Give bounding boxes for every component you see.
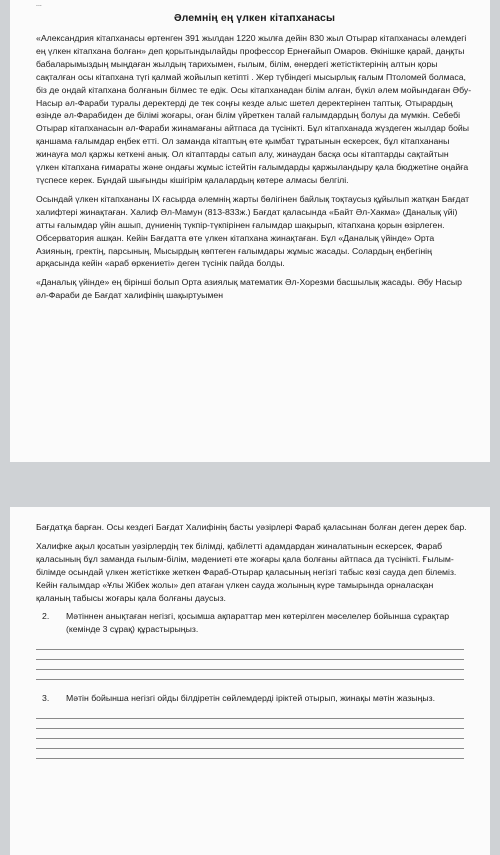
paragraph: Осындай үлкен кітапхананы IX ғасырда әлемнің жарты бөлігінен байлық тоқтаусыз құйылып жатқан Бағдат халифтері жинақтаған. Халиф Әл-Мамун (813-833ж.) Бағдат қаласында «Байт Әл-Хакма» (Даналық үйі) атты ғалымдар үйін ашып, дүниенің түкпір-түкпірінен ғалымдар шақырып, кітапхана қорын өзірлеген. Обсерватория ашқан. Кейін Бағдатта өте үлкен кітапхана жинақтаған. Бұл «Даналық үйінде» Орта Азияның, гректің, парсының, Мысырдың көптеген ғалымдары жұмыс жасады. Солардың еңбегінің арқасында кейін «араб өркениеті» деген түсінік пайда болды. (36, 193, 470, 269)
task-text: Мәтіннен анықтаған негізгі, қосымша ақпараттар мен көтерілген мәселелер бойынша сұрақтар (кемінде 3 сұрақ) құрастырыңыз. (66, 611, 450, 635)
answer-lines-task-3 (36, 709, 468, 759)
paragraph: «Александрия кітапханасы өртенген 391 жылдан 1220 жылға дейін 830 жыл Отырар кітапханасы әлемдегі ең үлкен кітапхана болған» деп қорытындылайды профессор Ернеғайып Омаров. Өкінішке қарай, даңқты бабаларымыздың мыңдаған жылдың тарихымен, ғылым, білім, өнердегі жетістіктерінің алтын қоры сақталған осы кітапхана түгі қалмай жойылып кетіпті . Жер түбіндегі мысырлық ғалым Птоломей болмаса, біз де ондай кітапхана болғанын білмес те едік. Осы кітапханадан білім алған, бүкіл әлем мойындаған Әбу-Насыр әл-Фараби туралы деректерді де тек соңғы кезде алыс шетел деректерінен таптық. Отырардың өзінде әл-Фарабиден де білімі жоғары, оған білім үйреткен талай ғалымдардың болуы да мүмкін. Себебі Отырар кітапханасын әл-Фараби жинамағаны айтпаса да түсінікті. Бұл кітапханада жүздеген жылдар бойы қаншама ғалымдар еңбек етті. Ол заманда кітаптың өте қымбат тұратынын ескерсек, бұл кітапхананы жинауға мол қаржы кеткені анық. Ол кітаптарды сатып алу, жинаудан басқа осы кітаптарды сақтайтын үлкен кітапхана ғимараты және ондағы жұмыс істейтін ғалымдарды қаржыландыру қала бюджетіне оңайға түспесе керек. Бұндай шығынды кішігірім қалалардың көтере алмасы белгілі. (36, 33, 472, 185)
answer-line[interactable] (36, 670, 464, 680)
answer-line[interactable] (36, 660, 464, 670)
task-text: Мәтін бойынша негізгі ойды білдіретін сөйлемдерді іріктей отырып, жинақы мәтін жазыңыз. (66, 693, 435, 704)
task-3 (36, 692, 468, 705)
answer-line[interactable] (36, 640, 464, 650)
answer-line[interactable] (36, 650, 464, 660)
answer-line[interactable] (36, 739, 464, 749)
paragraph: Халифке ақыл қосатын уәзірлердің тек білімді, қабілетті адамдардан жиналатынын ескерсек, Фараб қаласының бұл заманда ғылым-білім, мәдениеті өте жоғары қала болғаны айтпаса да түсінікті. Ғылым-білімде осындай үлкен жетістікке жеткен Фараб-Отырар қаласының негізгі табыс көзі сауда деп білеміз. Кейін ғалымдар «Ұлы Жібек жолы» деп атаған үлкен сауда жолының күре тамырында орналасқан қаланың табысы жоғары қала болғаны даусыз. (36, 540, 457, 603)
worksheet-page-1 (10, 0, 490, 462)
cut-off-header: ... (36, 2, 42, 8)
answer-line[interactable] (36, 709, 464, 719)
answer-line[interactable] (36, 719, 464, 729)
task-number: 2. (42, 611, 50, 622)
paragraph: «Даналық үйінде» ең біріншi болып Орта азиялық математик Әл-Хорезми басшылық жасады. Әбу Насыр әл-Фараби де Бағдат халифінің шақыртуымен (36, 277, 462, 301)
document-title: Әлемнің ең үлкен кітапханасы (173, 12, 336, 24)
paragraph: Бағдатқа барған. Осы кездегі Бағдат Халифінің басты уәзірлері Фараб қаласынан болған деген дерек бар. (36, 522, 467, 532)
task-number: 3. (42, 693, 50, 704)
worksheet-page-2 (10, 507, 490, 855)
answer-line[interactable] (36, 749, 464, 759)
task-2 (36, 610, 468, 636)
answer-line[interactable] (36, 729, 464, 739)
answer-lines-task-2 (36, 640, 468, 680)
